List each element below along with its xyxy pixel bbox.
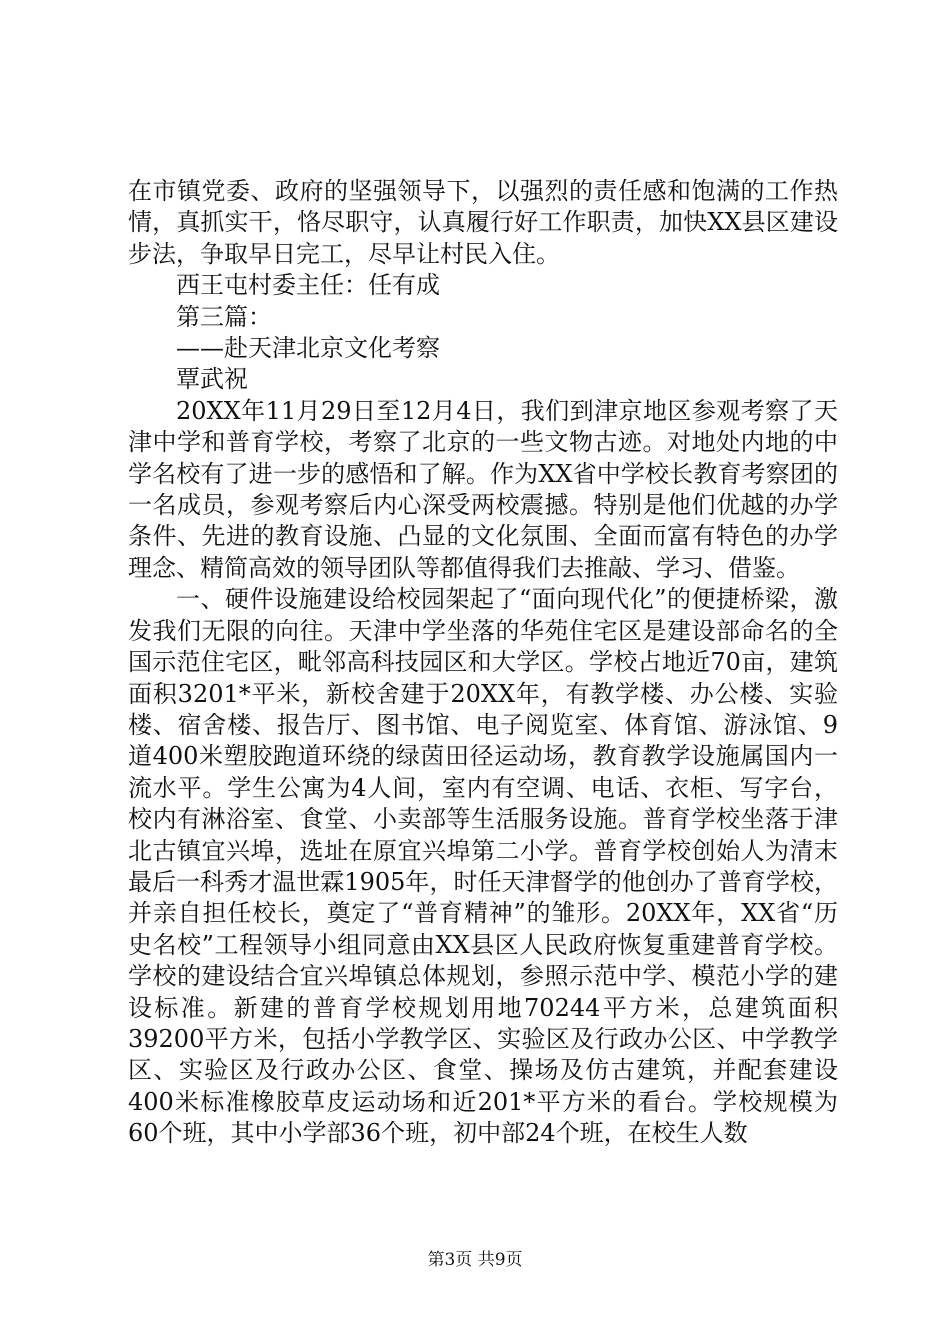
- paragraph: 20XX年11月29日至12月4日，我们到津京地区参观考察了天津中学和普育学校，考察了北京的一些文物古迹。对地处内地的中学名校有了进一步的感悟和了解。作为XX省中学校长教育考察团的一名成员，参观考察后内心深受两校震撼。特别是他们优越的办学条件、先进的教育设施、凸显的文化氛围、全面而富有特色的办学理念、精简高效的领导团队等都值得我们去推敲、学习、借鉴。: [128, 396, 838, 582]
- document-body: [128, 176, 838, 1150]
- page-footer: 第3页 共9页: [427, 1250, 523, 1270]
- paragraph: ——赴天津北京文化考察: [176, 334, 440, 363]
- paragraph: 一、硬件设施建设给校园架起了“面向现代化”的便捷桥梁，激发我们无限的向往。天津中学坐落的华苑住宅区是建设部命名的全国示范住宅区，毗邻高科技园区和大学区。学校占地近70亩，建筑面积3201*平米，新校舍建于20XX年，有教学楼、办公楼、实验楼、宿舍楼、报告厅、图书馆、电子阅览室、体育馆、游泳馆、9道400米塑胶跑道环绕的绿茵田径运动场，教育教学设施属国内一流水平。学生公寓为4人间，室内有空调、电话、衣柜、写字台，校内有淋浴室、食堂、小卖部等生活服务设施。普育学校坐落于津北古镇宜兴埠，选址在原宜兴埠第二小学。普育学校创始人为清末最后一科秀才温世霖1905年，时任天津督学的他创办了普育学校，并亲自担任校长，奠定了“普育精神”的雏形。20XX年，XX省“历史名校”工程领导小组同意由XX县区人民政府恢复重建普育学校。学校的建设结合宜兴埠镇总体规划，参照示范中学、模范小学的建设标准。新建的普育学校规划用地70244平方米，总建筑面积39200平方米，包括小学教学区、实验区及行政办公区、中学教学区、实验区及行政办公区、食堂、操场及仿古建筑，并配套建设400米标准橡胶草皮运动场和近201*平方米的看台。学校规模为60个班，其中小学部36个班，初中部24个班，在校生人数: [128, 585, 838, 1148]
- paragraph: 覃武祝: [176, 365, 248, 394]
- paragraph: 西王屯村委主任：任有成: [176, 271, 440, 300]
- paragraph: 在市镇党委、政府的坚强领导下，以强烈的责任感和饱满的工作热情，真抓实干，恪尽职守，认真履行好工作职责，加快XX县区建设步法，争取早日完工，尽早让村民入住。: [128, 177, 838, 268]
- paragraph: 第三篇：: [176, 302, 272, 331]
